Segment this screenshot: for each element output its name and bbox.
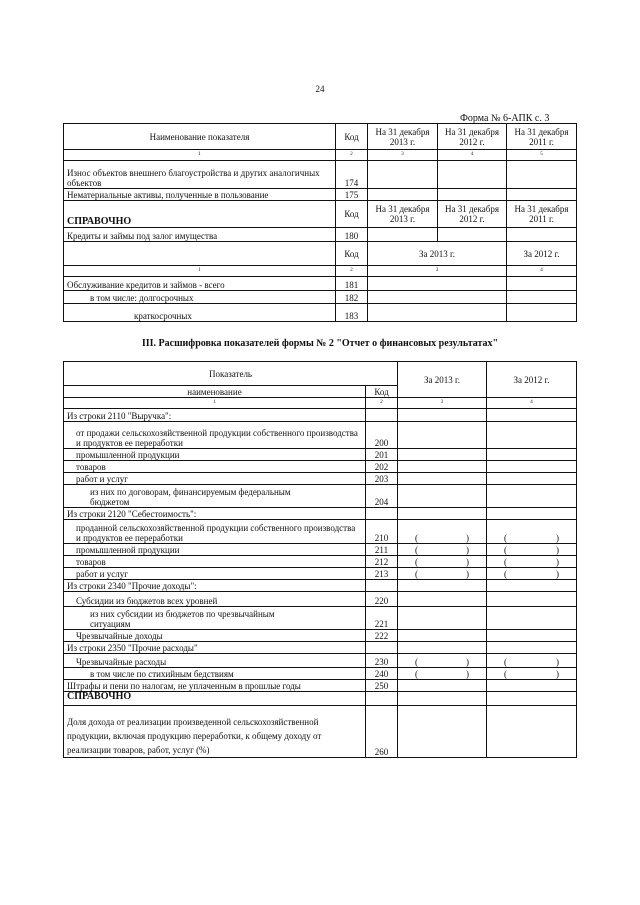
open-paren: ( <box>504 557 508 567</box>
header-code: Код <box>336 242 368 266</box>
row-name: Из строки 2120 "Себестоимость": <box>64 508 366 520</box>
row-code: 210 <box>366 520 398 544</box>
row-code: 213 <box>366 568 398 580</box>
table-row <box>64 680 577 692</box>
open-paren: ( <box>415 669 419 679</box>
row-name: от продажи сельскохозяйственной продукции собственного производства и продуктов ее переработки <box>64 422 366 449</box>
row-name: Обслуживание кредитов и займов - всего <box>64 277 336 291</box>
value-cell[interactable] <box>368 161 438 189</box>
bracket-pair <box>490 657 573 667</box>
close-paren: ) <box>556 569 560 579</box>
reference-header-row <box>64 201 577 228</box>
row-code: 220 <box>366 592 398 607</box>
row-name: работ и услуг <box>64 568 366 580</box>
bracket-pair <box>401 545 483 555</box>
value-cell[interactable] <box>487 668 577 680</box>
table-row <box>64 161 577 189</box>
row-name: проданной сельскохозяйственной продукции собственного производства и продуктов ее переработки <box>64 520 366 544</box>
bracket-pair <box>490 557 573 567</box>
open-paren: ( <box>415 557 419 567</box>
value-cell[interactable] <box>398 508 487 520</box>
header-col-2013: За 2013 г. <box>398 362 487 398</box>
value-cell[interactable] <box>398 409 487 422</box>
row-code: 183 <box>336 304 368 322</box>
colnum-row <box>64 398 577 409</box>
close-paren: ) <box>466 545 470 555</box>
value-cell[interactable] <box>398 607 487 630</box>
row-code <box>366 409 398 422</box>
colnum: 4 <box>487 398 577 409</box>
row-name: Из строки 2350 "Прочие расходы" <box>64 642 366 654</box>
value-cell[interactable] <box>438 228 507 242</box>
row-name: из них субсидии из бюджетов по чрезвычайным ситуациям <box>64 607 366 630</box>
table-row <box>64 706 577 758</box>
row-code <box>366 692 398 706</box>
bracket-pair <box>401 669 483 679</box>
row-code <box>366 642 398 654</box>
value-cell[interactable] <box>398 520 487 544</box>
row-name: Из строки 2110 "Выручка": <box>64 409 366 422</box>
row-code <box>366 580 398 592</box>
table-row <box>64 556 577 568</box>
table-row <box>64 422 577 449</box>
value-cell[interactable] <box>398 668 487 680</box>
value-cell[interactable] <box>487 680 577 692</box>
bracket-pair <box>401 569 483 579</box>
row-name: Субсидии из бюджетов всех уровней <box>64 592 366 607</box>
value-cell[interactable] <box>507 189 577 201</box>
value-cell[interactable] <box>487 580 577 592</box>
value-cell[interactable] <box>487 592 577 607</box>
table-row <box>64 228 577 242</box>
bracket-pair <box>490 669 573 679</box>
value-cell[interactable] <box>368 189 438 201</box>
header-col-2012: На 31 декабря 2012 г. <box>438 201 507 228</box>
row-code: 174 <box>336 161 368 189</box>
close-paren: ) <box>556 533 560 543</box>
close-paren: ) <box>556 545 560 555</box>
table-row <box>64 449 577 461</box>
balance-reference-table <box>63 123 577 322</box>
value-cell[interactable] <box>507 291 577 304</box>
open-paren: ( <box>415 657 419 667</box>
header-col-2013: За 2013 г. <box>368 242 507 266</box>
table-row <box>64 409 577 422</box>
row-name: Чрезвычайные доходы <box>64 630 366 642</box>
table-row <box>64 654 577 668</box>
colnum: 2 <box>366 398 398 409</box>
row-code: 250 <box>366 680 398 692</box>
header-col-2013: На 31 декабря 2013 г. <box>368 124 438 150</box>
colnum: 2 <box>336 150 368 161</box>
value-cell[interactable] <box>487 630 577 642</box>
row-name: Нематериальные активы, полученные в пользование <box>64 189 336 201</box>
header-col-2012: За 2012 г. <box>507 242 577 266</box>
close-paren: ) <box>556 657 560 667</box>
header-indicator: Показатель <box>64 362 398 386</box>
row-code: 260 <box>366 706 398 758</box>
financial-results-table <box>63 361 577 758</box>
bracket-pair <box>401 557 483 567</box>
close-paren: ) <box>466 533 470 543</box>
row-name: работ и услуг <box>64 473 366 485</box>
table-row <box>64 461 577 473</box>
bracket-pair <box>490 569 573 579</box>
row-code: 201 <box>366 449 398 461</box>
row-name: Из строки 2340 "Прочие доходы": <box>64 580 366 592</box>
row-code: 203 <box>366 473 398 485</box>
table-row <box>64 485 577 508</box>
reference-title: СПРАВОЧНО <box>64 692 366 706</box>
colnum: 4 <box>438 150 507 161</box>
row-name: Чрезвычайные расходы <box>64 654 366 668</box>
table-row <box>64 473 577 485</box>
close-paren: ) <box>556 557 560 567</box>
value-cell[interactable] <box>487 692 577 706</box>
row-name: краткосрочных <box>64 304 336 322</box>
table1-header-row <box>64 124 577 150</box>
value-cell[interactable] <box>487 508 577 520</box>
row-name: товаров <box>64 556 366 568</box>
value-cell[interactable] <box>487 544 577 556</box>
header-code: Код <box>336 201 368 228</box>
reference-title: СПРАВОЧНО <box>64 201 336 228</box>
value-cell[interactable] <box>398 692 487 706</box>
table-row <box>64 304 577 322</box>
value-cell[interactable] <box>487 461 577 473</box>
value-cell[interactable] <box>398 592 487 607</box>
value-cell[interactable] <box>368 291 507 304</box>
colnum: 1 <box>64 150 336 161</box>
row-name: из них по договорам, финансируемым федеральным бюджетом <box>64 485 366 508</box>
header-code: Код <box>366 386 398 398</box>
value-cell[interactable] <box>398 680 487 692</box>
close-paren: ) <box>466 557 470 567</box>
value-cell[interactable] <box>487 556 577 568</box>
value-cell[interactable] <box>487 568 577 580</box>
close-paren: ) <box>556 669 560 679</box>
colnum: 2 <box>336 266 368 277</box>
row-name: промышленной продукции <box>64 449 366 461</box>
open-paren: ( <box>504 545 508 555</box>
value-cell[interactable] <box>368 228 438 242</box>
row-name: Штрафы и пени по налогам, не уплаченным в прошлые годы <box>64 680 366 692</box>
open-paren: ( <box>415 533 419 543</box>
row-code <box>366 508 398 520</box>
row-code: 181 <box>336 277 368 291</box>
open-paren: ( <box>504 657 508 667</box>
blank-cell <box>64 242 336 266</box>
row-code: 211 <box>366 544 398 556</box>
header-name: Наименование показателя <box>64 124 336 150</box>
value-cell[interactable] <box>398 654 487 668</box>
open-paren: ( <box>415 569 419 579</box>
value-cell[interactable] <box>398 461 487 473</box>
value-cell[interactable] <box>398 485 487 508</box>
colnum: 1 <box>64 266 336 277</box>
value-cell[interactable] <box>487 409 577 422</box>
header-col-2012: За 2012 г. <box>487 362 577 398</box>
value-cell[interactable] <box>398 630 487 642</box>
value-cell[interactable] <box>398 706 487 758</box>
value-cell[interactable] <box>507 228 577 242</box>
value-cell[interactable] <box>398 580 487 592</box>
value-cell[interactable] <box>438 189 507 201</box>
section-title: III. Расшифровка показателей формы № 2 "Отчет о финансовых результатах" <box>141 338 499 349</box>
value-cell[interactable] <box>487 654 577 668</box>
row-name: промышленной продукции <box>64 544 366 556</box>
value-cell[interactable] <box>398 473 487 485</box>
close-paren: ) <box>466 569 470 579</box>
colnum-row <box>64 266 577 277</box>
value-cell[interactable] <box>487 485 577 508</box>
row-name: Кредиты и займы под залог имущества <box>64 228 336 242</box>
colnum-row <box>64 150 577 161</box>
row-code: 222 <box>366 630 398 642</box>
row-name: в том числе: долгосрочных <box>64 291 336 304</box>
row-name: товаров <box>64 461 366 473</box>
table-row <box>64 592 577 607</box>
row-name: Доля дохода от реализации произведенной сельскохозяйственной продукции, включая продукцию переработки, к общему доходу от реализации товаров, работ, услуг (%) <box>64 706 366 758</box>
value-cell[interactable] <box>487 520 577 544</box>
header-code: Код <box>336 124 368 150</box>
table-row <box>64 568 577 580</box>
value-cell[interactable] <box>487 422 577 449</box>
row-name: в том числе по стихийным бедствиям <box>64 668 366 680</box>
colnum: 4 <box>507 266 577 277</box>
header-col-2012: На 31 декабря 2012 г. <box>438 124 507 150</box>
table-row <box>64 642 577 654</box>
table-row <box>64 277 577 291</box>
value-cell[interactable] <box>487 473 577 485</box>
header-col-2011: На 31 декабря 2011 г. <box>507 124 577 150</box>
colnum: 3 <box>398 398 487 409</box>
value-cell[interactable] <box>507 277 577 291</box>
bracket-pair <box>401 657 483 667</box>
row-code: 202 <box>366 461 398 473</box>
table-row <box>64 630 577 642</box>
row-code: 240 <box>366 668 398 680</box>
open-paren: ( <box>504 533 508 543</box>
row-code: 200 <box>366 422 398 449</box>
row-code: 212 <box>366 556 398 568</box>
bracket-pair <box>490 533 573 543</box>
bracket-pair <box>490 545 573 555</box>
table-row <box>64 544 577 556</box>
colnum: 3 <box>368 266 507 277</box>
close-paren: ) <box>466 669 470 679</box>
table-row <box>64 607 577 630</box>
bracket-pair <box>401 533 483 543</box>
close-paren: ) <box>466 657 470 667</box>
colnum: 1 <box>64 398 366 409</box>
value-cell[interactable] <box>438 161 507 189</box>
value-cell[interactable] <box>487 607 577 630</box>
value-cell[interactable] <box>487 449 577 461</box>
value-cell[interactable] <box>487 706 577 758</box>
header-col-2011: На 31 декабря 2011 г. <box>507 201 577 228</box>
open-paren: ( <box>504 669 508 679</box>
value-cell[interactable] <box>368 277 507 291</box>
table-row <box>64 520 577 544</box>
page-number: 24 <box>315 84 325 94</box>
row-code: 230 <box>366 654 398 668</box>
header-name: наименование <box>64 386 366 398</box>
table2-header-row <box>64 362 577 386</box>
open-paren: ( <box>415 545 419 555</box>
row-code: 175 <box>336 189 368 201</box>
value-cell[interactable] <box>507 161 577 189</box>
open-paren: ( <box>504 569 508 579</box>
value-cell[interactable] <box>398 422 487 449</box>
value-cell[interactable] <box>398 568 487 580</box>
value-cell[interactable] <box>398 556 487 568</box>
value-cell[interactable] <box>398 544 487 556</box>
row-code: 204 <box>366 485 398 508</box>
colnum: 3 <box>368 150 438 161</box>
loans-header-row <box>64 242 577 266</box>
value-cell[interactable] <box>398 642 487 654</box>
value-cell[interactable] <box>368 304 507 322</box>
value-cell[interactable] <box>507 304 577 322</box>
row-code: 180 <box>336 228 368 242</box>
form-reference: Форма № 6-АПК с. 3 <box>460 113 550 124</box>
table-row <box>64 508 577 520</box>
row-name: Износ объектов внешнего благоустройства и других аналогичных объектов <box>64 161 336 189</box>
value-cell[interactable] <box>487 642 577 654</box>
row-code: 182 <box>336 291 368 304</box>
value-cell[interactable] <box>398 449 487 461</box>
table-row <box>64 189 577 201</box>
colnum: 5 <box>507 150 577 161</box>
row-code: 221 <box>366 607 398 630</box>
table-row <box>64 668 577 680</box>
table-row <box>64 291 577 304</box>
header-col-2013: На 31 декабря 2013 г. <box>368 201 438 228</box>
table-row <box>64 692 577 706</box>
table-row <box>64 580 577 592</box>
